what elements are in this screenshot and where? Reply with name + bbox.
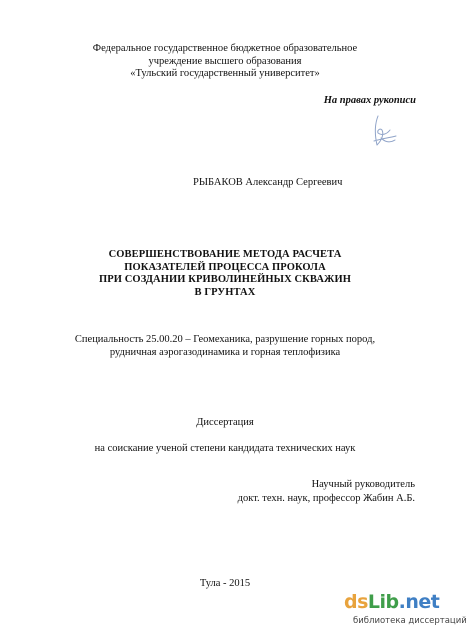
- institution-line-2: учреждение высшего образования: [148, 55, 302, 67]
- title-line-2: ПОКАЗАТЕЛЕЙ ПРОЦЕССА ПРОКОЛА: [124, 261, 326, 273]
- document-type: [0, 417, 450, 430]
- title-line-3: ПРИ СОЗДАНИИ КРИВОЛИНЕЙНЫХ СКВАЖИН: [98, 274, 352, 285]
- supervisor-block: [0, 478, 415, 505]
- specialty-line-2: рудничная аэрогазодинамика и горная теплофизика: [109, 347, 341, 358]
- city-year-label: Тула - 2015: [199, 578, 251, 589]
- specialty-line-1: Специальность 25.00.20 – Геомеханика, разрушение горных пород,: [74, 334, 376, 345]
- institution-block: [0, 43, 450, 81]
- title-line-1: СОВЕРШЕНСТВОВАНИЕ МЕТОДА РАСЧЕТА: [108, 249, 342, 260]
- dslib-watermark: [344, 591, 467, 633]
- author-name: РЫБАКОВ Александр Сергеевич: [193, 177, 343, 188]
- watermark-brand-part-1: ds: [344, 591, 368, 613]
- handwritten-signature: [368, 112, 400, 150]
- institution-line-3: «Тульский государственный университет»: [130, 68, 320, 79]
- degree-label: на соискание ученой степени кандидата технических наук: [94, 443, 356, 454]
- watermark-brand-part-2: Lib: [367, 591, 399, 613]
- degree-block: [0, 443, 450, 456]
- supervisor-label: Научный руководитель: [311, 479, 415, 490]
- city-year: [0, 578, 450, 591]
- watermark-logo: [344, 591, 439, 613]
- watermark-brand-part-3: .net: [398, 591, 440, 613]
- document-type-label: Диссертация: [196, 417, 254, 428]
- institution-line-1: Федеральное государственное бюджетное образовательное: [92, 43, 358, 54]
- specialty-block: [0, 333, 450, 359]
- watermark-subtitle: библиотека диссертаций: [353, 616, 467, 626]
- supervisor-name: докт. техн. наук, профессор Жабин А.Б.: [237, 492, 415, 504]
- title-line-4: В ГРУНТАХ: [194, 286, 256, 298]
- manuscript-rights-note: На правах рукописи: [323, 95, 416, 106]
- dissertation-title: [0, 249, 450, 299]
